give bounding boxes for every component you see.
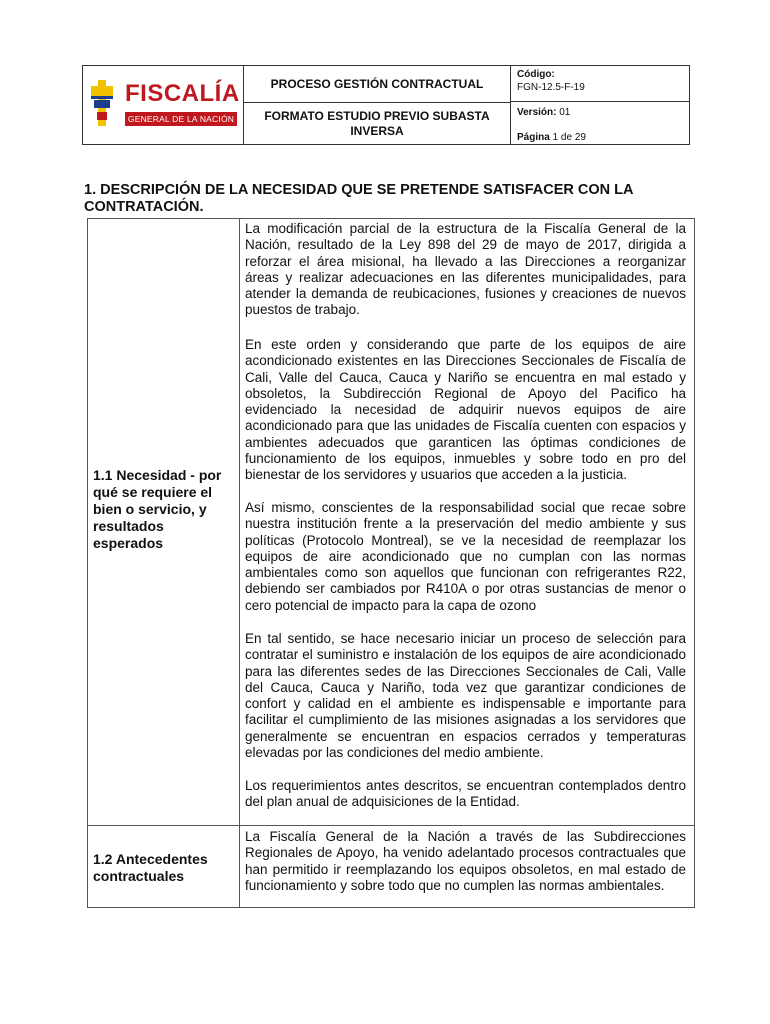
- table-row: [88, 825, 694, 907]
- code-block: [511, 66, 689, 102]
- paragraph: La modificación parcial de la estructura de la Fiscalía General de la Nación, resultado de la Ley 898 del 29 de mayo de 2017, dirigida a reforzar el área misional, ha llevado a las Direcciones a reorganizar áreas y realizar adecuaciones en las diferentes municipalidades, para atender la demanda de reubicaciones, fusiones y creaciones de nuevos puestos de trabajo.: [245, 221, 686, 318]
- process-name: PROCESO GESTIÓN CONTRACTUAL: [244, 66, 510, 103]
- version-value: 01: [559, 107, 571, 118]
- header-meta-cell: [511, 66, 689, 144]
- needs-table: [87, 218, 695, 908]
- paragraph: Así mismo, conscientes de la responsabilidad social que recae sobre nuestra institución frente a la preservación del medio ambiente y sus políticas (Protocolo Montreal), se ve la necesidad de reemplazar los equipos de aire acondicionado que no cumplan con las normas ambientales como son aquellos que funcionan con refrigerantes R22, debiendo ser cambiados por R410A o por otras sustancias de menor o cero potencial de impacto para la capa de ozono: [245, 500, 686, 613]
- logo-wordmark: FISCALÍA: [125, 80, 240, 107]
- logo-cell: [83, 66, 244, 144]
- code-label: Código:: [517, 69, 555, 80]
- logo-subtitle: GENERAL DE LA NACIÓN: [125, 112, 237, 126]
- table-row: [88, 219, 694, 826]
- row-content-cell: [240, 825, 694, 907]
- paragraph: La Fiscalía General de la Nación a través de las Subdirecciones Regionales de Apoyo, ha venido adelantado procesos contractuales que han permitido ir reemplazando los equipos obsoletos, en mal estado de funcionamiento y sobre todo que no cumplen las normas ambientales.: [245, 829, 686, 893]
- row-content-cell: [240, 219, 694, 825]
- paragraph: En tal sentido, se hace necesario iniciar un proceso de selección para contratar el suministro e instalación de los equipos de aire acondicionado para las diferentes sedes de las Direcciones Seccionales de Cali, Valle del Cauca, Cauca y Nariño, toda vez que garantizar condiciones de confort y calidad en el ambiente es indispensable e importante para facilitar el cumplimiento de las misiones asignadas a los servidores que generalmente se encuentran en espacios cerrados y temperaturas elevadas por las condiciones del medio ambiente.: [245, 631, 686, 761]
- header-title-cell: [244, 66, 511, 144]
- section-title: 1. DESCRIPCIÓN DE LA NECESIDAD QUE SE PRETENDE SATISFACER CON LA CONTRATACIÓN.: [84, 182, 633, 215]
- page-label: Página: [517, 132, 550, 143]
- page-current: 1: [552, 132, 559, 143]
- format-name: FORMATO ESTUDIO PREVIO SUBASTA INVERSA: [264, 108, 490, 138]
- version-page-block: [511, 102, 689, 144]
- code-value: FGN-12.5-F-19: [517, 82, 585, 93]
- page-total: 29: [574, 132, 586, 143]
- row-label-cell: [88, 825, 240, 907]
- version-label: Versión:: [517, 107, 557, 118]
- document-header: [82, 65, 690, 145]
- row-label: 1.2 Antecedentes contractuales: [93, 851, 208, 884]
- paragraph: En este orden y considerando que parte de los equipos de aire acondicionado existentes en las Direcciones Seccionales de Fiscalía de Cali, Valle del Cauca, Cauca y Nariño se encuentra en mal estado y obsoletos, la Subdirección Regional de Apoyo del Pacifico ha evidenciado la necesidad de adquirir nuevos equipos de aire acondicionado para que las unidades de Fiscalía cuenten con espacios y ambientes adecuados que garanticen las óptimas condiciones de funcionamiento de los equipos, inmuebles y sobre todo en pro del bienestar de los servidores y usuarios que acceden a la justicia.: [245, 337, 686, 483]
- colombia-coat-of-arms-icon: [91, 80, 113, 126]
- row-label: 1.1 Necesidad - por qué se requiere el bien o servicio, y resultados esperados: [93, 467, 222, 551]
- row-label-cell: [88, 219, 240, 825]
- paragraph: Los requerimientos antes descritos, se encuentran contemplados dentro del plan anual de adquisiciones de la Entidad.: [245, 778, 686, 810]
- page-of: de: [560, 132, 573, 143]
